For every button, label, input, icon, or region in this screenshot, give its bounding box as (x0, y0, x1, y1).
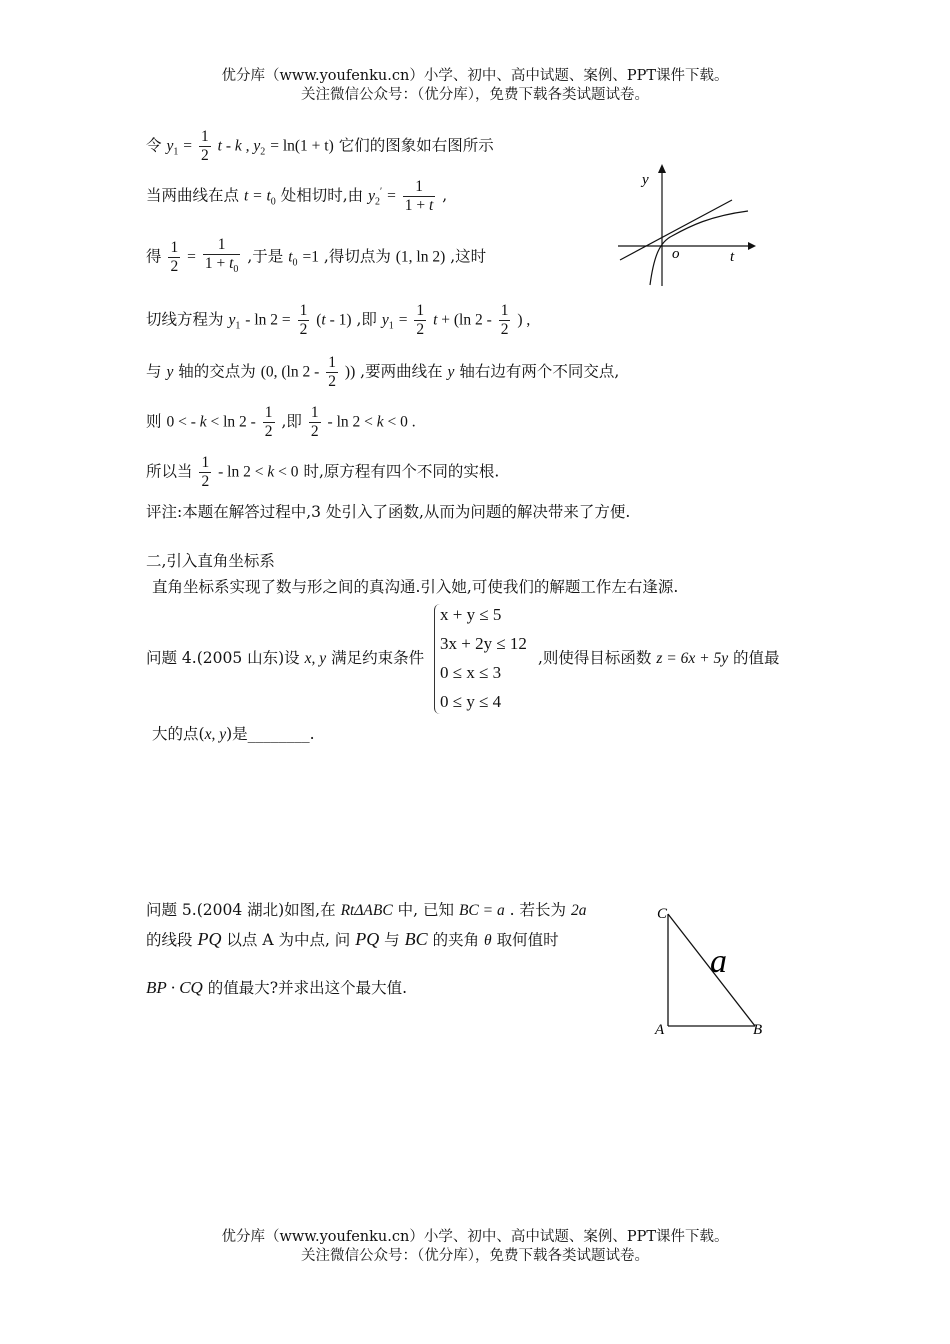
figure-triangle (650, 900, 780, 1045)
line-conclusion: 所以当 $\frac{1}{2}$ - ln 2 < k < 0 时,原方程有四个不同的实根. (146, 454, 500, 490)
section-2-description: 直角坐标系实现了数与形之间的真沟通.引入她,可使我们的解题工作左右逢源. (152, 578, 679, 596)
problem-4-answer-line: 大的点(x, y)是________. (152, 725, 315, 743)
line-y-intercept: 与 y 轴的交点为 (0, (ln 2 - $\frac{1}{2}$ )) ,要两曲线在 y 轴右边有两个不同交点, (146, 354, 620, 390)
figure-curves (610, 160, 760, 290)
vertex-c-label: C (657, 906, 668, 922)
line-substitution: 令 $y_1$ = $\frac{1}{2}$ t - k , $y_2 = \ln(1 + t)$ 它们的图象如右图所示 (146, 128, 494, 164)
problem-5-line-1: 问题 5.(2004 湖北)如图,在 RtΔABC 中, 已知 BC = a . 若长为 2a (146, 901, 587, 919)
constraint-1: x + y ≤ 5 (440, 605, 502, 624)
problem-5-line-2: 的线段 PQ 以点 A 为中点, 问 PQ 与 BC 的夹角 θ 取何值时 (146, 929, 559, 949)
header-line-2: 关注微信公众号：（优分库），免费下载各类试题试卷。 (301, 87, 649, 103)
section-2-title: 二,引入直角坐标系 (146, 552, 275, 570)
line-k-range: 则 0 < - k < ln 2 - $\frac{1}{2}$ ,即 $\frac{1}{2}$ - ln 2 < k < 0 . (146, 404, 416, 440)
problem-4-text: 问题 4.(2005 山东)设 x, y 满足约束条件 (146, 649, 425, 667)
constraint-3: 0 ≤ x ≤ 3 (440, 663, 502, 682)
y-label: y (642, 172, 649, 188)
log-curve (650, 211, 748, 285)
constraint-2: 3x + 2y ≤ 12 (440, 634, 527, 653)
constraint-system (440, 600, 527, 716)
vertex-b-label: B (753, 1022, 763, 1038)
origin-label: o (672, 246, 680, 262)
line-tangent-condition: 当两曲线在点 $t = t_0$ 处相切时,由 $y_2'$ = $\frac{1}{1 + t}$ , (146, 178, 448, 214)
y-axis-arrow-icon (658, 164, 666, 173)
footer-line-2: 关注微信公众号：（优分库），免费下载各类试题试卷。 (301, 1248, 649, 1264)
vertex-a-label: A (655, 1022, 665, 1038)
side-a-label: a (710, 943, 727, 980)
line-solve-t0: 得 $\frac{1}{2}$ = $\frac{1}{1 + t_0}$ ,于是 $t_0 =1$ ,得切点为 (1, ln 2) ,这时 (146, 236, 487, 276)
t-label: t (730, 249, 735, 265)
header-line-1: 优分库（www.youfenku.cn）小学、初中、高中试题、案例、PPT课件下载。 (221, 68, 729, 84)
problem-5-line-3: BP · CQ 的值最大?并求出这个最大值. (146, 978, 408, 997)
constraint-4: 0 ≤ y ≤ 4 (440, 692, 502, 711)
line-tangent-equation: 切线方程为 $y_1$ - ln 2 = $\frac{1}{2}$ (t - 1) ,即 $y_1$ = $\frac{1}{2}$ t + (ln 2 - $\frac{1}{2}$ ) , (146, 302, 531, 338)
footer-line-1: 优分库（www.youfenku.cn）小学、初中、高中试题、案例、PPT课件下载。 (221, 1229, 729, 1245)
line-comment: 评注:本题在解答过程中,3 处引入了函数,从而为问题的解决带来了方便. (146, 503, 631, 521)
t-axis-arrow-icon (748, 242, 756, 250)
problem-4-objective: ,则使得目标函数 z = 6x + 5y 的值最 (538, 649, 780, 667)
